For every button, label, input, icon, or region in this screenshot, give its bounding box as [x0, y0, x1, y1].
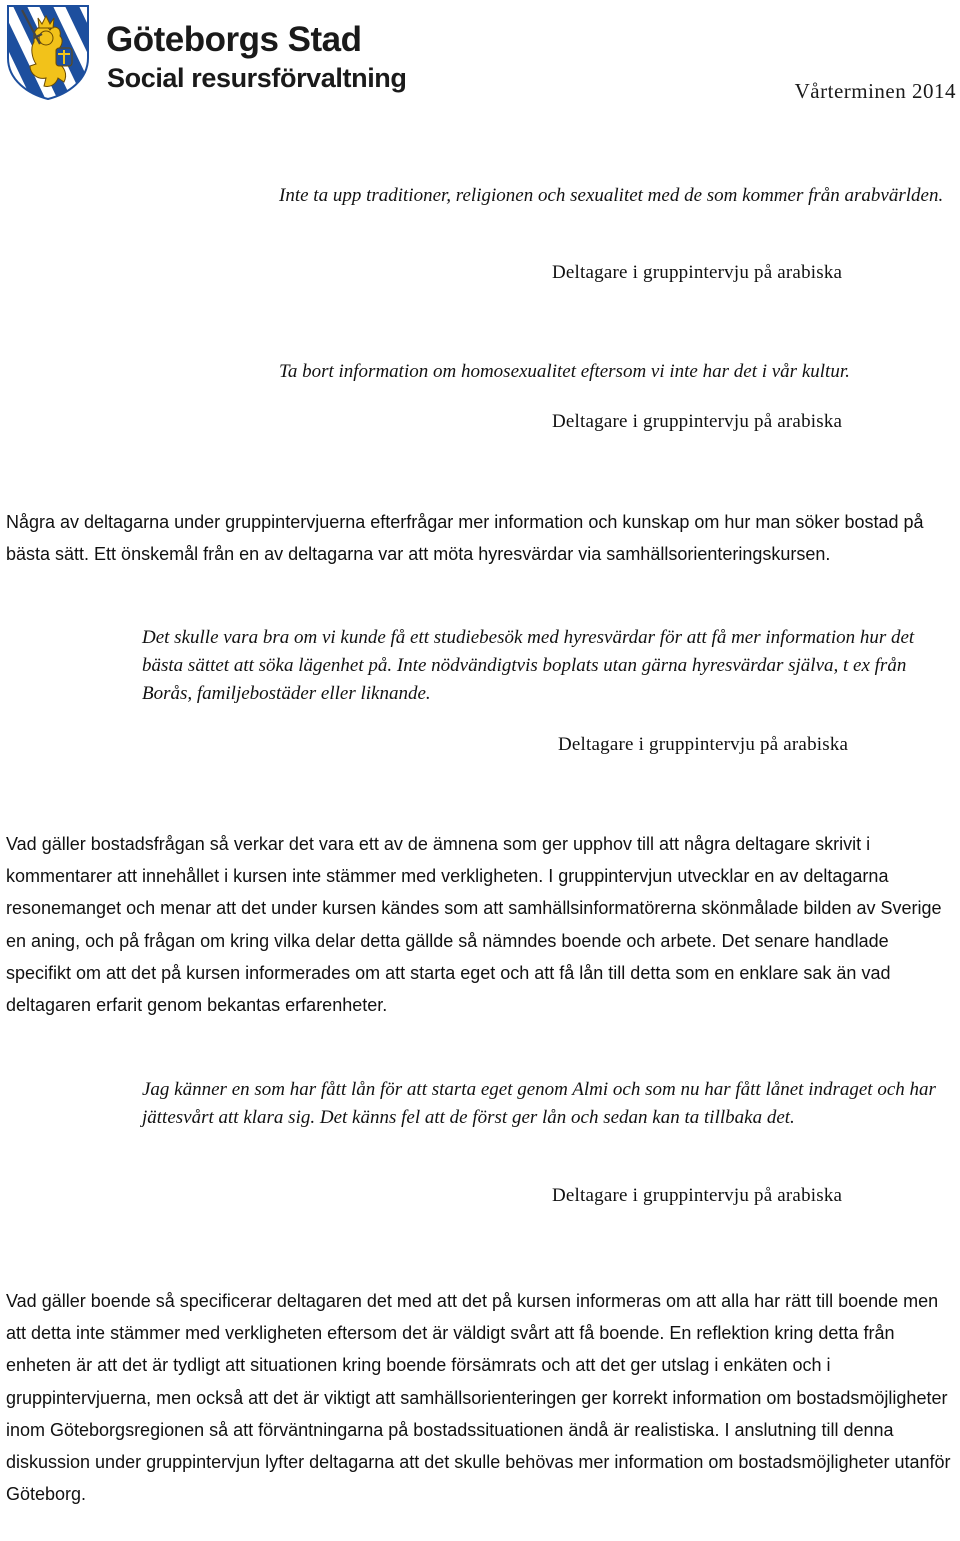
quote-3-attribution: Deltagare i gruppintervju på arabiska	[558, 734, 849, 755]
gothenburg-coat-of-arms-icon	[6, 4, 90, 100]
body-paragraph-3: Vad gäller boende så specificerar deltagaren det med att det på kursen informeras om att alla har rätt till boende men att detta inte stämmer med verkligheten eftersom det är väldigt svårt att få boende. En reflektion kring detta från enheten är att det är tydligt att situationen kring boende försämrats och att det ger utslag i enkäten och i gruppintervjuerna, men också att det är viktigt att samhällsorienteringen ger korrekt information om bostadsmöjligheter inom Göteborgsregionen så att förväntningarna på bostadssituationen ändå är realistiska. I anslutning till denna diskussion under gruppintervjun lyfter deltagarna att det skulle behövas mer information om bostadsmöjligheter utanför Göteborg.	[6, 1291, 951, 1505]
term-label: Vårterminen 2014	[794, 79, 956, 103]
body-paragraph-2: Vad gäller bostadsfrågan så verkar det vara ett av de ämnena som ger upphov till att några deltagare skrivit i kommentarer att innehållet i kursen inte stämmer med verkligheten. I gruppintervjun utvecklar en av deltagarna resonemanget och menar att det under kursen kändes som att samhällsinformatörerna skönmålade bilden av Sverige en aning, och på frågan om kring vilka delar detta gällde så nämndes boende och arbete. Det senare handlade specifikt om att det på kursen informerades om att starta eget och att få lån till detta som en enklare sak än vad deltagaren erfarit genom bekantas erfarenheter.	[6, 834, 942, 1016]
body-paragraph-1: Några av deltagarna under gruppintervjuerna efterfrågar mer information och kunskap om hur man söker bostad på bästa sätt. Ett önskemål från en av deltagarna var att möta hyresvärdar via samhällsorienteringskursen.	[6, 512, 924, 564]
organization-name: Göteborgs Stad	[106, 20, 362, 59]
quote-1-attribution: Deltagare i gruppintervju på arabiska	[552, 262, 843, 283]
quote-4-attribution: Deltagare i gruppintervju på arabiska	[552, 1185, 843, 1206]
department-name: Social resursförvaltning	[107, 63, 407, 93]
quote-3: Det skulle vara bra om vi kunde få ett studiebesök med hyresvärdar för att få mer information hur det bästa sättet att söka lägenhet på. Inte nödvändigtvis boplats utan gärna hyresvärdar själva, t ex från Borås, familjebostäder eller liknande.	[142, 627, 915, 704]
quote-2-attribution: Deltagare i gruppintervju på arabiska	[552, 411, 843, 432]
quote-4: Jag känner en som har fått lån för att starta eget genom Almi och som nu har fått lånet indraget och har jättesvårt att klara sig. Det känns fel att de först ger lån och sedan kan ta tillbaka det.	[142, 1079, 936, 1128]
quote-1: Inte ta upp traditioner, religionen och sexualitet med de som kommer från arabvärlden.	[279, 185, 944, 206]
quote-2: Ta bort information om homosexualitet eftersom vi inte har det i vår kultur.	[279, 361, 850, 382]
